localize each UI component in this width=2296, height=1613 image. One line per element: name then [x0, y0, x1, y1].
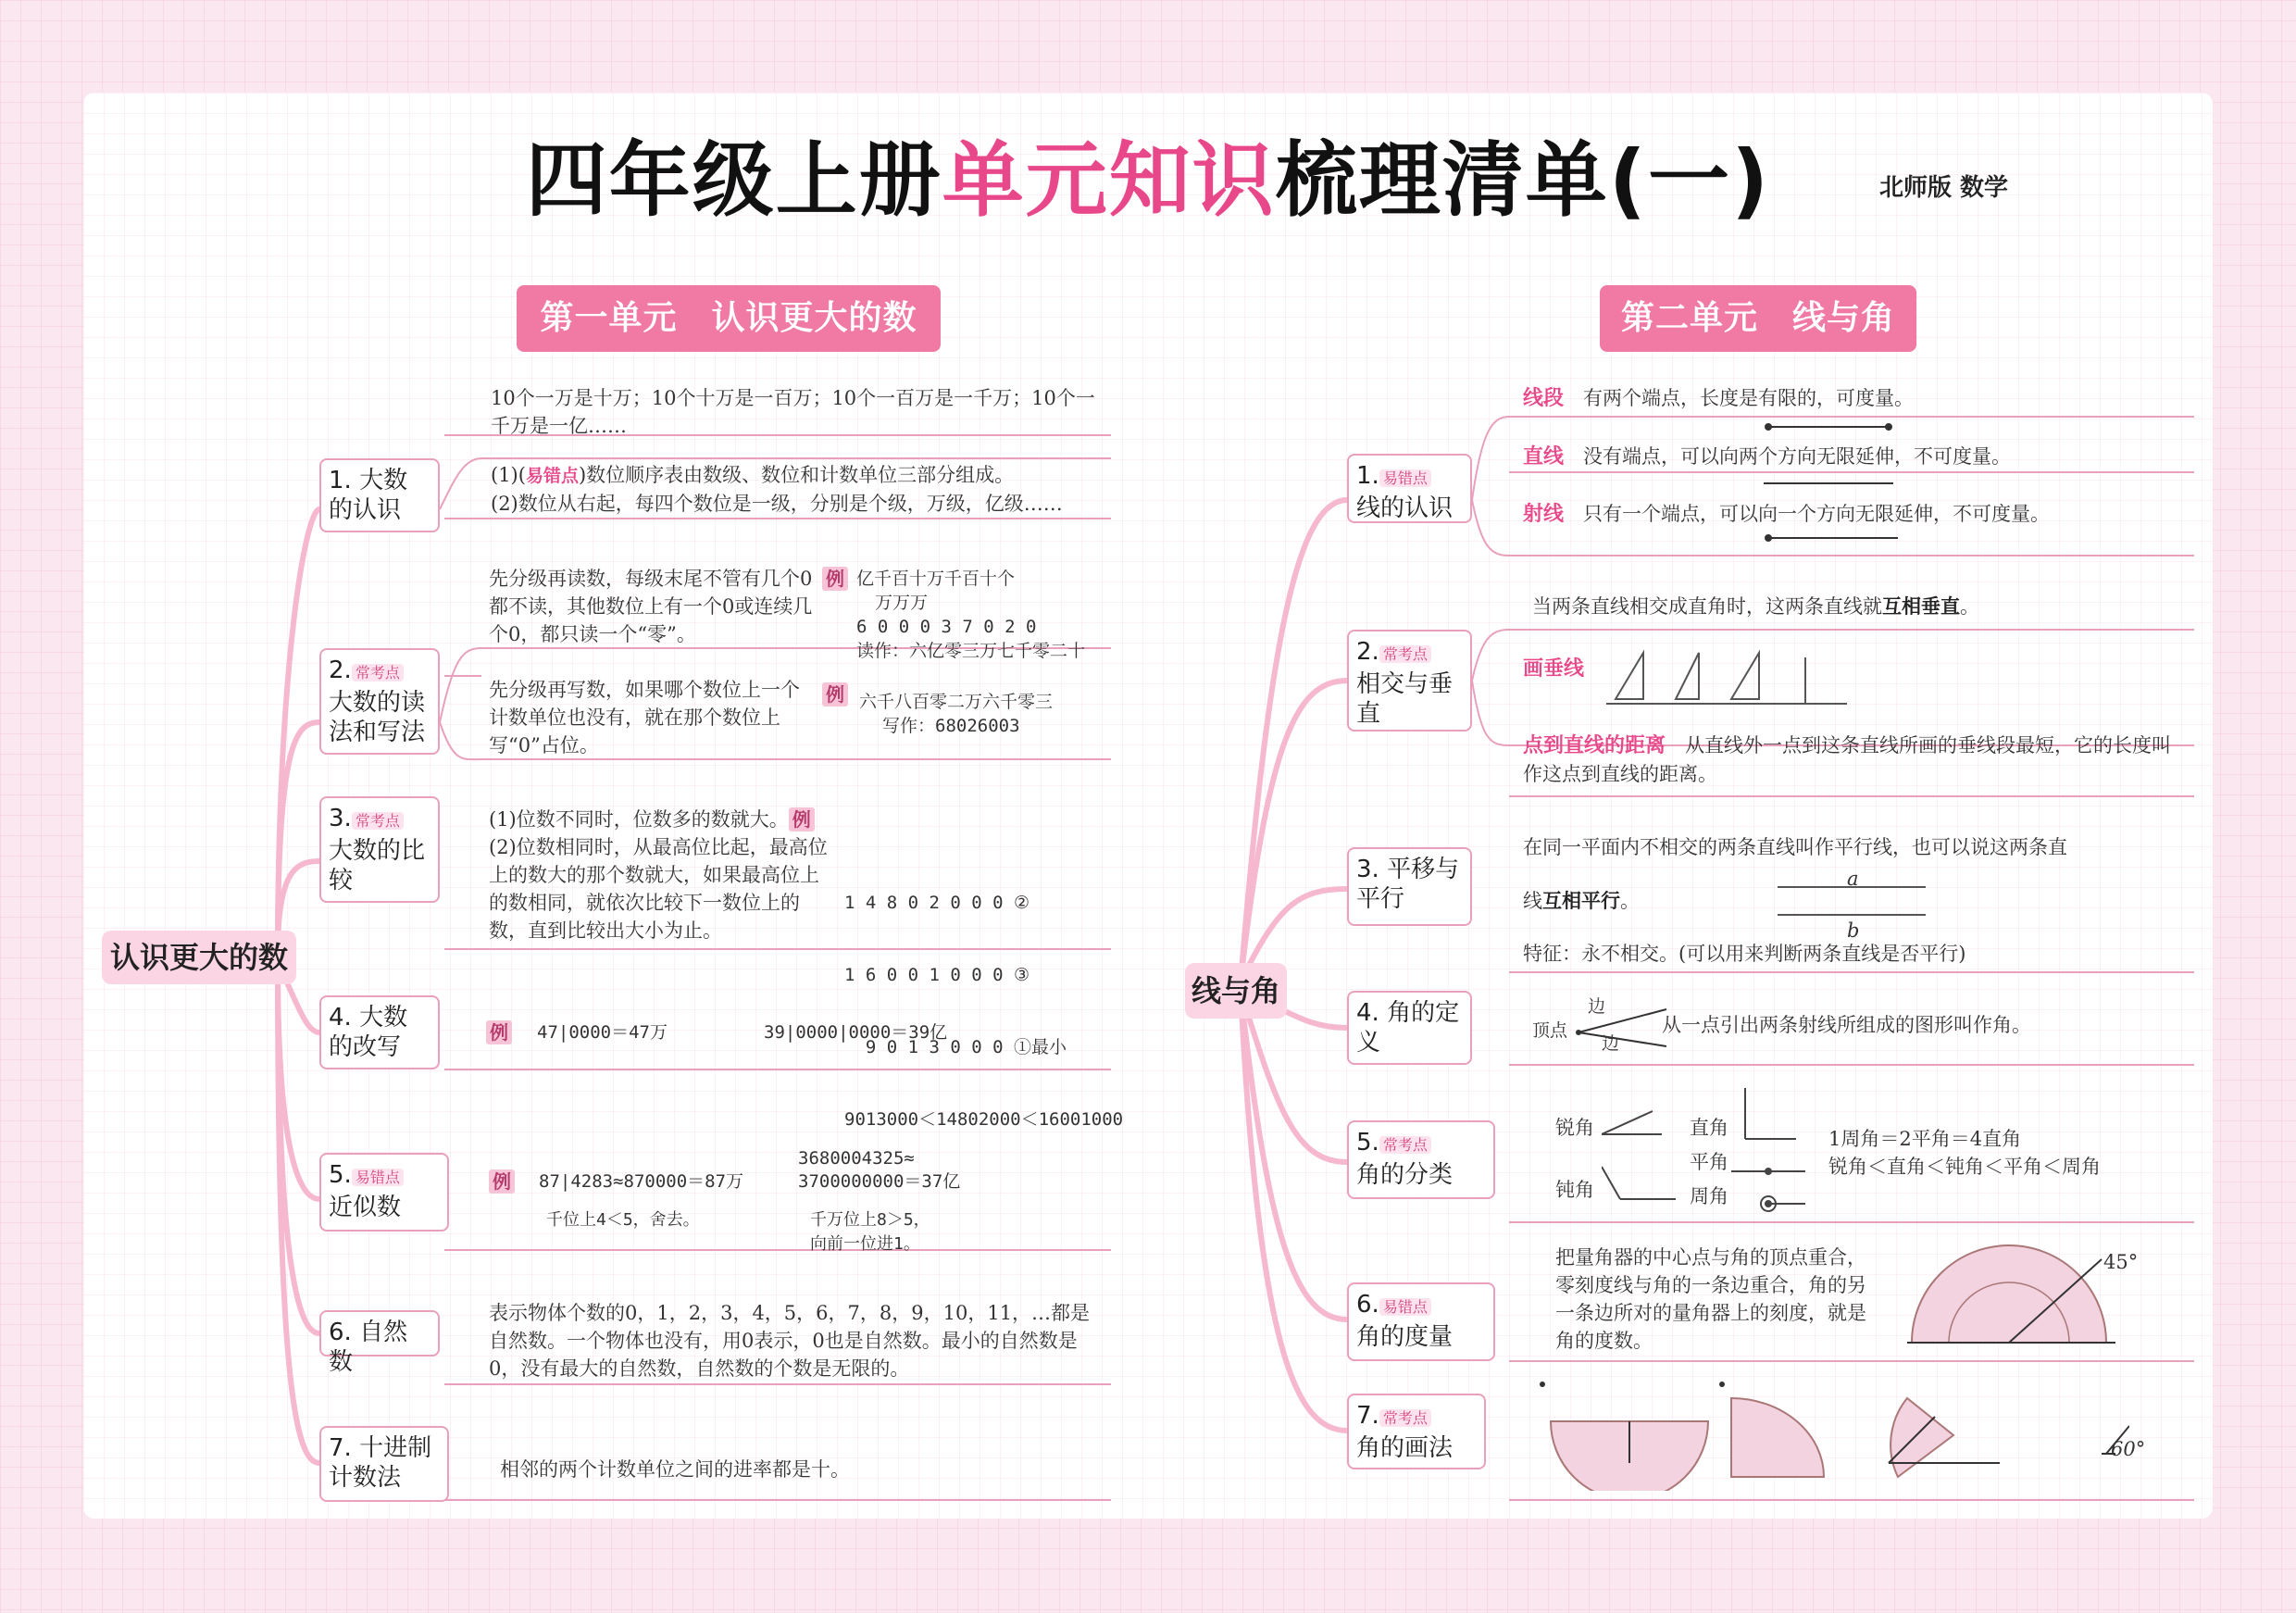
- line-figures: [1759, 421, 1907, 542]
- unit1-n2-example: 亿千百十万千百十个 万万万 6 0 0 0 3 7 0 2 0 读作：六亿零三万七千零二十: [856, 569, 1086, 661]
- unit2-node-2: 2. 常考点 相交与垂直: [1347, 630, 1472, 731]
- unit1-n7-text: 相邻的两个计数单位之间的进率都是十。: [500, 1458, 850, 1481]
- edition-label: 北师版 数学: [1879, 174, 2009, 202]
- parallel-label-b: b: [1847, 919, 1860, 942]
- angle-side1-label: 边: [1588, 996, 1606, 1017]
- unit1-n2-ex-badge: 例: [822, 567, 848, 591]
- draw-perp-title: 画垂线: [1523, 657, 1585, 681]
- angle-straight-label: 平角: [1690, 1151, 1728, 1173]
- angle-drawing-steps: [1537, 1380, 2129, 1491]
- unit2-n1-line: 直线 没有端点，可以向两个方向无限延伸，不可度量。: [1523, 445, 2012, 469]
- unit1-n5-e2a: 3680004325≈: [798, 1148, 915, 1169]
- unit2-n6-text: 把量角器的中心点与角的顶点重合，零刻度线与角的一条边重合，角的另一条边所对的量角器上的刻度，就是角的度数。: [1555, 1246, 1866, 1352]
- angle-vertex-label: 顶点: [1532, 1020, 1568, 1041]
- angle-right-label: 直角: [1690, 1117, 1728, 1139]
- unit1-n5-e2-note: 千万位上8＞5， 向前一位进1。: [810, 1210, 930, 1254]
- unit2-n4-text: 从一点引出两条射线所组成的图形叫作角。: [1662, 1014, 2031, 1036]
- unit2-n3-feature: 特征：永不相交。(可以用来判断两条直线是否平行): [1523, 943, 1966, 965]
- unit2-n3-p2: 线互相平行。: [1523, 889, 1640, 912]
- unit1-n5-ex-badge: 例: [489, 1169, 515, 1194]
- unit2-n3-p1: 在同一平面内不相交的两条直线叫作平行线，也可以说这两条直: [1523, 836, 2067, 858]
- draw-angle-label: 60°: [2111, 1438, 2146, 1460]
- unit2-node-7: 7. 常考点 角的画法: [1347, 1394, 1486, 1469]
- unit2-node-6: 6. 易错点 角的度量: [1347, 1282, 1495, 1361]
- unit1-node-6: 6. 自然数: [319, 1310, 440, 1357]
- unit1-n3-rules: (1)位数不同时，位数多的数就大。 例 (2)位数相同时，从最高位比起，最高位上的数大的那个数就大，如果最高位上的数相同，就依次比较下一数位上的数，直到比较出大小为止。: [489, 808, 828, 942]
- page-title: 四年级上册单元知识梳理清单(一): [525, 132, 1771, 228]
- unit1-n3-example: 1 4 8 0 2 0 0 0 ② 1 6 0 0 1 0 0 0 ③ 9 0 1 3 0 0 0 ①最小 9013000＜14802000＜16001000: [844, 893, 1124, 1130]
- angle-side2-label: 边: [1602, 1033, 1620, 1054]
- unit1-root: 认识更大的数: [102, 931, 296, 984]
- unit2-n2-dist: 点到直线的距离 从直线外一点到这条直线所画的垂线段最短，它的长度叫作这点到直线的距离。: [1523, 734, 2172, 785]
- parallel-label-a: a: [1847, 868, 1859, 890]
- unit1-node-1: 1. 大数的认识: [319, 458, 440, 532]
- perpendicular-drawing-steps: [1606, 644, 1856, 708]
- unit2-node-1: 1. 易错点 线的认识: [1347, 454, 1472, 523]
- unit1-n2-example2: 六千八百零二万六千零三 写作：68026003: [859, 692, 1054, 736]
- unit1-intro: 10个一万是十万；10个十万是一百万；10个一百万是一千万；10个一千万是一亿……: [491, 387, 1095, 437]
- unit1-node-4: 4. 大数的改写: [319, 995, 440, 1069]
- unit1-n4-ex-badge: 例: [486, 1020, 512, 1044]
- unit1-n4-e2: 39|0000|0000＝39亿: [764, 1022, 948, 1043]
- unit2-tag: 第二单元 线与角: [1600, 285, 1916, 352]
- unit1-n1-text: (1)(易错点)数位顺序表由数级、数位和计数单位三部分组成。 (2)数位从右起，每四个数位是一级，分别是个级，万级，亿级……: [491, 464, 1063, 515]
- unit1-n2-read: 先分级再读数，每级末尾不管有几个0都不读，其他数位上有一个0或连续几个0，都只读一个“零”。: [489, 568, 813, 645]
- unit1-node-2: 2. 常考点 大数的读法和写法: [319, 648, 440, 755]
- unit1-n5-e1-note: 千位上4＜5，舍去。: [546, 1210, 700, 1230]
- protractor-angle-label: 45°: [2103, 1251, 2139, 1273]
- unit2-root: 线与角: [1185, 963, 1287, 1019]
- unit2-n2-perp: 当两条直线相交成直角时，这两条直线就互相垂直。: [1532, 594, 1979, 618]
- unit2-node-5: 5. 常考点 角的分类: [1347, 1120, 1495, 1199]
- angle-obtuse-label: 钝角: [1555, 1179, 1594, 1201]
- unit1-n2-write: 先分级再写数，如果哪个数位上一个计数单位也没有，就在那个数位上写“0”占位。: [489, 679, 800, 756]
- unit1-node-7: 7. 十进制计数法: [319, 1426, 449, 1502]
- unit2-node-4: 4. 角的定义: [1347, 991, 1472, 1065]
- unit1-n5-e2b: 3700000000＝37亿: [798, 1171, 961, 1192]
- unit1-n4-e1: 47|0000＝47万: [537, 1022, 668, 1043]
- unit1-node-5: 5. 易错点 近似数: [319, 1153, 449, 1232]
- protractor-figure: [1907, 1241, 2120, 1352]
- unit1-n2-ex2-badge: 例: [822, 682, 848, 706]
- unit2-n1-ray: 射线 只有一个端点，可以向一个方向无限延伸，不可度量。: [1523, 503, 2051, 526]
- unit1-node-3: 3. 常考点 大数的比较: [319, 796, 440, 903]
- unit2-node-3: 3. 平移与平行: [1347, 847, 1472, 926]
- unit1-n6-text: 表示物体个数的0，1，2，3，4，5，6，7，8，9，10，11，…都是自然数。一个物体也没有，用0表示，0也是自然数。最小的自然数是0，没有最大的自然数，自然数的个数是无限的。: [489, 1302, 1091, 1380]
- angle-acute-label: 锐角: [1555, 1117, 1594, 1139]
- unit1-n5-e1: 87|4283≈870000＝87万: [539, 1171, 744, 1192]
- unit1-tag: 第一单元 认识更大的数: [517, 285, 941, 352]
- angle-types-figures: [1602, 1079, 1815, 1218]
- angle-full-label: 周角: [1690, 1185, 1728, 1207]
- unit2-n1-seg: 线段 有两个端点，长度是有限的，可度量。: [1523, 387, 1915, 410]
- angle-relations: 1周角＝2平角＝4直角 锐角＜直角＜钝角＜平角＜周角: [1828, 1128, 2101, 1178]
